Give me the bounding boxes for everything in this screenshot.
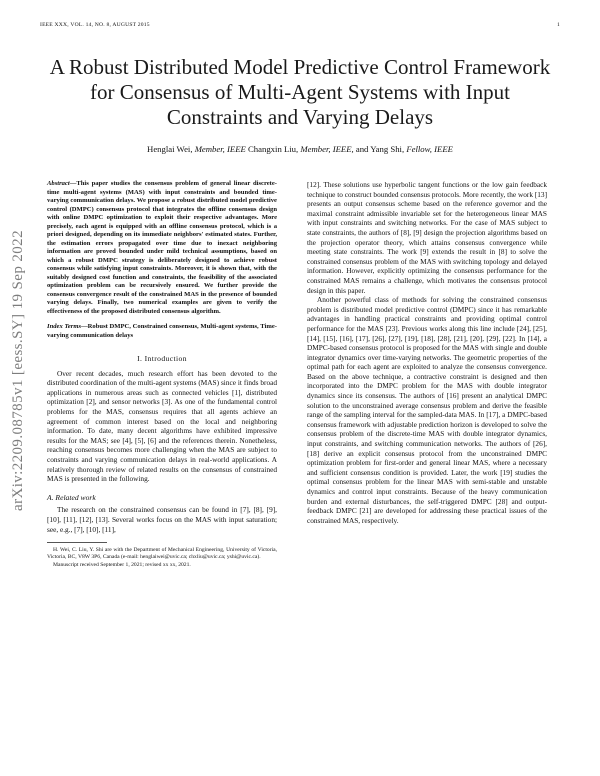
page-header [40,22,560,34]
footnote-affiliation: H. Wei, C. Liu, Y. Shi are with the Department of Mechanical Engineering, University of Victoria, Victoria, BC, V8W 3P6, Canada (e-mail: henglaiwei@uvic.ca; chxliu@uvic.ca; yshi@uvic.ca). [47,547,277,561]
author-name: Changxin Liu, [248,144,299,154]
body-paragraph: Another powerful class of methods for solving the constrained consensus problem is distributed model predictive control (DMPC) since it has remarkable advantages in handling practical constraints and providing optimal control performance for the MAS [23]. Previous works along this line include [24], [25], [14], [15], [16], [17], [26], [27], [19], [18], [28], [21], [20], [29], [22]. In [14], a DMPC-based consensus protocol is proposed for the MAS with single and double integrator dynamics over time-varying networks. The geometric properties of the optimal path for each agent are exploited to analyze the consensus convergence. Based on the above technique, a contractive constraint is designed and then incorporated into the DMPC problem for the MAS with double integrator dynamics since its consensus. The authors of [16] present an analytical DMPC solution to the unconstrained average consensus problem and derive the feasible range of the sampling interval for the sampled-data MAS. In [17], a DMPC-based consensus framework with adjustable prediction horizon is developed to solve the consensus problem of the discrete-time MAS with double integrator dynamics, input constraints, and switching communication networks. The authors of [26], [18] derive an explicit consensus protocol from the unconstrained DMPC optimization problem for first-order and general linear MAS, where a necessary and sufficient consensus condition is provided. Later, the work [19] studies the optimal consensus problem for the linear MAS with semi-stable and unstable dynamics and control input constraints. Because of the heavy communication burden and external disturbances, the self-triggered DMPC [28] and output-feedback DMPC [21] are developed for addressing these practical issues of the constrained MAS, respectively. [307,295,547,525]
related-work-paragraph: The research on the constrained consensus can be found in [7], [8], [9], [10], [11], [12], [13]. Several works focus on the MAS with input saturation; see, e.g., [7], [10], [11], [47,505,277,534]
index-terms-label: Index Terms [47,323,82,330]
section-title-introduction: I. Introduction [137,354,187,363]
journal-header: IEEE XXX, VOL. 14, NO. 8, AUGUST 2015 [40,22,150,28]
author-role: Fellow, IEEE [406,144,453,154]
author-role: Member, IEEE [194,144,246,154]
page-number: 1 [557,22,560,28]
body-paragraph: [12]. These solutions use hyperbolic tangent functions or the low gain feedback technique to construct bounded consensus protocols. More recently, the work [13] presents an output consensus scheme based on the reference governor and the maximal constraint admissible invariable set for the heterogeneous linear MAS with input constraints and switching networks. For the case of MAS subject to state constraints, the authors of [8], [9] design the projection algorithms based on the projection operator theory, which attains consensus convergence while meeting state constraints. The work [9] extends the result in [8] to solve the constrained consensus problem of the MAS with switching topology and delayed information. However, explicitly optimizing the consensus performance for the constrained MAS remains a challenge, which motivates the consensus protocol design in this paper. [307,180,547,295]
abstract-label: Abstract [47,180,70,187]
author-line [40,144,560,154]
subsection-title-related-work: A. Related work [47,492,96,502]
abstract-text: —This paper studies the consensus problem of general linear discrete-time multi-agent systems (MAS) with input constraints and bounded time-varying communication delays. We propose a robust distributed model predictive control (DMPC) consensus protocol that integrates the offline consensus design with online DMPC optimization to exploit their respective advantages. More precisely, each agent is equipped with an offline consensus protocol, which is a priori designed, depending on its immediate neighbors' estimated states. Further, the estimation errors propagated over time due to inexact neighboring information are proved bounded under mild technical assumptions, based on which a robust DMPC strategy is deliberately designed to achieve robust consensus while satisfying input constraints. Moreover, it is shown that, with the suitably designed cost function and constraints, the feasibility of the associated optimization problem can be recursively ensured. We further provide the consensus convergence result of the constrained MAS in the presence of bounded varying delays. Finally, two numerical examples are given to verify the effectiveness of the proposed distributed consensus algorithm. [47,180,277,315]
paper-title: A Robust Distributed Model Predictive Control Framework for Consensus of Multi-Agent Systems with Input Constraints and Varying Delays [49,55,551,129]
arxiv-identifier: arXiv:2209.08785v1 [eess.SY] 19 Sep 2022 [9,229,26,511]
author-name: Henglai Wei, [147,144,193,154]
index-terms-text: —Robust DMPC, Constrained consensus, Multi-agent systems, Time-varying communication delays [47,323,277,339]
footnote-manuscript: Manuscript received September 1, 2021; revised xx xx, 2021. [53,561,191,568]
index-terms [47,323,277,340]
abstract [47,180,277,316]
footnote-rule [47,542,107,543]
author-role: Member, IEEE, [300,144,354,154]
intro-paragraph: Over recent decades, much research effort has been devoted to the distributed coordination of the multi-agent systems (MAS) since it finds broad applications in numerous areas such as connected vehicles [1], distributed optimization [2], and sensor networks [3]. As one of the fundamental control problems for the MAS, consensus requires that all agents achieve an agreement of common interest based on the local and neighboring information. To date, many decent algorithms have exhibited impressive results for the MAS; see [4], [5], [6] and the references therein. Nonetheless, reaching consensus becomes more challenging when the MAS are subject to constraints and varying communication delays in real-world applications. A relatively thorough review of related results on the consensus of constrained MAS is presented in the following. [47,368,277,484]
arxiv-sidebar [8,175,28,565]
right-column [307,180,547,525]
author-name: and Yang Shi, [355,144,405,154]
left-column [47,180,277,569]
